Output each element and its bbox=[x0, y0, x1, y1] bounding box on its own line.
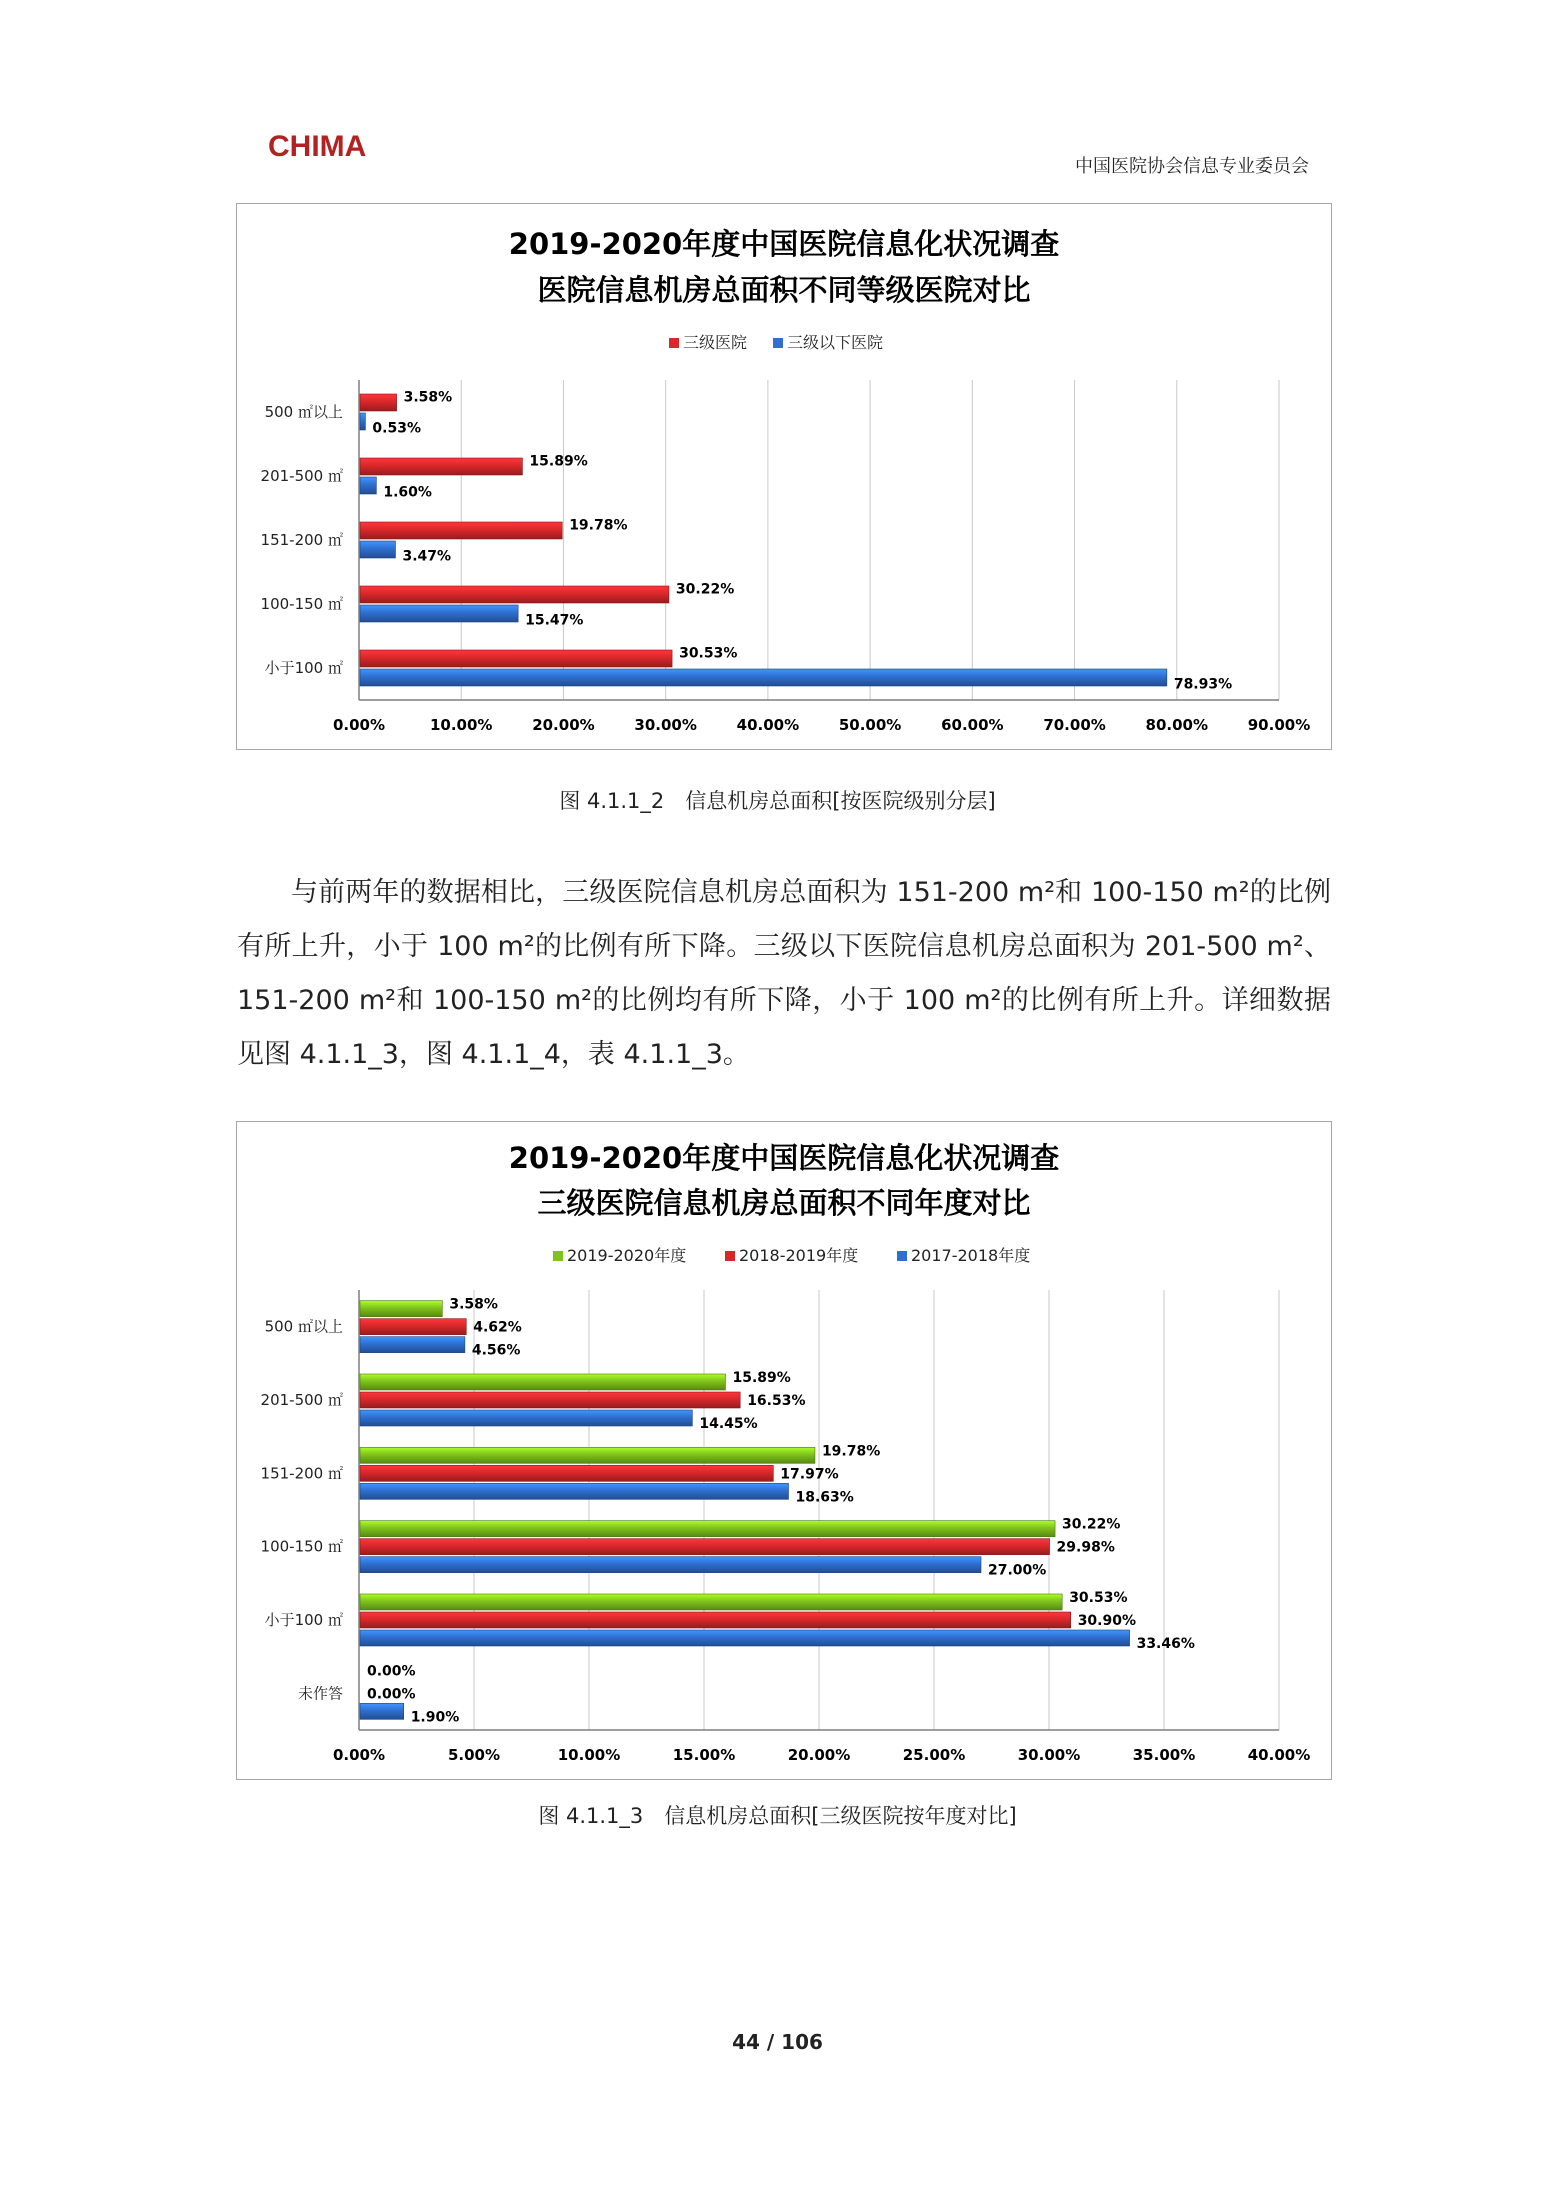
data-label: 18.63% bbox=[795, 1489, 854, 1506]
bar bbox=[360, 1630, 1130, 1646]
data-label: 30.22% bbox=[675, 581, 735, 598]
bar bbox=[360, 477, 376, 494]
category-label: 小于100 ㎡ bbox=[264, 1611, 343, 1629]
bar bbox=[360, 1539, 1050, 1555]
data-label: 16.53% bbox=[747, 1393, 806, 1409]
data-label: 3.47% bbox=[402, 548, 452, 565]
bar bbox=[360, 1319, 466, 1335]
legend-label: 三级以下医院 bbox=[787, 333, 884, 352]
x-tick-label: 80.00% bbox=[1145, 716, 1209, 734]
paragraph-text: 与前两年的数据相比，三级医院信息机房总面积为 151-200 m²和 100-150 m²的比例有所上升，小于 100 m²的比例有所下降。三级以下医院信息机房总面积为 201-500 m²、151-200 m²和 100-150 m²的比例均有所下降，小于 100 m²的比例有所上升。详细数据见图 4.1.1_3，图 4.1.1_4，表 4.1.1_3。 bbox=[237, 877, 1331, 1070]
bar bbox=[360, 1483, 788, 1499]
bar bbox=[360, 586, 669, 603]
body-paragraph bbox=[237, 866, 1331, 1082]
bar bbox=[360, 1465, 773, 1481]
data-label: 30.53% bbox=[1069, 1590, 1128, 1606]
legend-swatch bbox=[897, 1251, 907, 1261]
chart-title-line-2: 三级医院信息机房总面积不同年度对比 bbox=[537, 1186, 1031, 1220]
x-tick-label: 25.00% bbox=[902, 1746, 966, 1764]
bar bbox=[360, 1594, 1062, 1610]
legend-label: 2019-2020年度 bbox=[567, 1246, 687, 1265]
data-label: 29.98% bbox=[1056, 1539, 1115, 1556]
bar bbox=[360, 413, 365, 430]
category-label: 100-150 ㎡ bbox=[260, 595, 343, 613]
legend-label: 三级医院 bbox=[683, 333, 748, 352]
page-number: 44 / 106 bbox=[732, 2030, 823, 2054]
data-label: 15.47% bbox=[525, 612, 584, 629]
figure-caption-1: 图 4.1.1_2 信息机房总面积[按医院级别分层] bbox=[559, 789, 996, 813]
data-label: 3.58% bbox=[403, 389, 453, 406]
category-label: 201-500 ㎡ bbox=[260, 467, 343, 485]
legend-swatch bbox=[773, 338, 783, 348]
x-tick-label: 60.00% bbox=[941, 716, 1004, 734]
data-label: 17.97% bbox=[780, 1466, 839, 1483]
x-tick-label: 20.00% bbox=[787, 1746, 851, 1764]
x-tick-label: 35.00% bbox=[1132, 1746, 1196, 1764]
bar bbox=[360, 1557, 981, 1573]
data-label: 15.89% bbox=[529, 453, 588, 470]
bar bbox=[360, 1392, 740, 1408]
data-label: 1.60% bbox=[383, 484, 432, 501]
chart-2-svg bbox=[237, 1122, 1331, 1779]
legend-label: 2018-2019年度 bbox=[739, 1246, 859, 1265]
bar bbox=[360, 458, 522, 475]
data-label: 1.90% bbox=[410, 1709, 460, 1726]
x-tick-label: 40.00% bbox=[736, 716, 800, 734]
chima-logo: CHIMA bbox=[268, 130, 367, 163]
chart-title-line-1: 2019-2020年度中国医院信息化状况调查 bbox=[508, 227, 1060, 261]
x-tick-label: 70.00% bbox=[1043, 716, 1106, 734]
chart-1-svg bbox=[237, 204, 1331, 749]
data-label: 3.58% bbox=[449, 1296, 498, 1313]
data-label: 30.90% bbox=[1077, 1613, 1137, 1629]
data-label: 4.56% bbox=[471, 1342, 521, 1359]
bar bbox=[360, 541, 395, 558]
x-tick-label: 0.00% bbox=[332, 1746, 386, 1764]
data-label: 33.46% bbox=[1136, 1636, 1195, 1652]
x-tick-label: 50.00% bbox=[838, 716, 902, 734]
x-tick-label: 30.00% bbox=[634, 716, 697, 734]
data-label: 30.53% bbox=[679, 645, 738, 662]
figure-caption-2: 图 4.1.1_3 信息机房总面积[三级医院按年度对比] bbox=[538, 1804, 1017, 1828]
category-label: 201-500 ㎡ bbox=[260, 1391, 343, 1409]
bar bbox=[360, 1447, 815, 1463]
bar bbox=[360, 1612, 1071, 1628]
bar bbox=[360, 394, 397, 411]
x-tick-label: 15.00% bbox=[672, 1746, 736, 1764]
x-tick-label: 10.00% bbox=[429, 716, 493, 734]
x-tick-label: 20.00% bbox=[532, 716, 595, 734]
data-label: 4.62% bbox=[473, 1319, 522, 1336]
bar bbox=[360, 1410, 692, 1426]
data-label: 0.53% bbox=[372, 420, 421, 437]
category-label: 151-200 ㎡ bbox=[260, 531, 343, 549]
organization-name: 中国医院协会信息专业委员会 bbox=[1075, 156, 1309, 177]
category-label: 100-150 ㎡ bbox=[260, 1537, 343, 1556]
bar bbox=[360, 669, 1167, 686]
x-tick-label: 10.00% bbox=[557, 1746, 621, 1764]
legend-swatch bbox=[553, 1251, 563, 1261]
bar bbox=[360, 605, 518, 622]
x-tick-label: 30.00% bbox=[1017, 1746, 1081, 1764]
data-label: 19.78% bbox=[569, 517, 628, 534]
data-label: 14.45% bbox=[699, 1416, 758, 1432]
bar bbox=[360, 1374, 725, 1390]
category-label: 151-200 ㎡ bbox=[260, 1464, 343, 1483]
x-tick-label: 40.00% bbox=[1247, 1746, 1311, 1764]
x-tick-label: 0.00% bbox=[332, 716, 386, 734]
chart-2 bbox=[236, 1121, 1332, 1780]
data-label: 30.22% bbox=[1062, 1516, 1121, 1533]
legend-swatch bbox=[725, 1251, 735, 1261]
bar bbox=[360, 1301, 442, 1317]
bar bbox=[360, 1337, 465, 1353]
category-label: 500 ㎡以上 bbox=[264, 403, 343, 421]
x-tick-label: 5.00% bbox=[447, 1746, 501, 1764]
bar bbox=[360, 650, 672, 667]
bar bbox=[360, 1703, 404, 1719]
data-label: 0.00% bbox=[367, 1663, 416, 1680]
data-label: 0.00% bbox=[367, 1686, 416, 1703]
data-label: 27.00% bbox=[988, 1562, 1047, 1579]
category-label: 500 ㎡以上 bbox=[264, 1317, 343, 1336]
chart-title-line-2: 医院信息机房总面积不同等级医院对比 bbox=[537, 273, 1031, 307]
chart-title-line-1: 2019-2020年度中国医院信息化状况调查 bbox=[508, 1141, 1060, 1175]
category-label: 未作答 bbox=[297, 1684, 343, 1703]
chart-1 bbox=[236, 203, 1332, 750]
data-label: 19.78% bbox=[821, 1443, 881, 1460]
legend-label: 2017-2018年度 bbox=[911, 1246, 1031, 1265]
bar bbox=[360, 522, 562, 539]
category-label: 小于100 ㎡ bbox=[264, 659, 343, 677]
x-tick-label: 90.00% bbox=[1247, 716, 1311, 734]
legend-swatch bbox=[669, 338, 679, 348]
data-label: 15.89% bbox=[732, 1370, 791, 1386]
bar bbox=[360, 1521, 1055, 1537]
data-label: 78.93% bbox=[1173, 676, 1233, 693]
